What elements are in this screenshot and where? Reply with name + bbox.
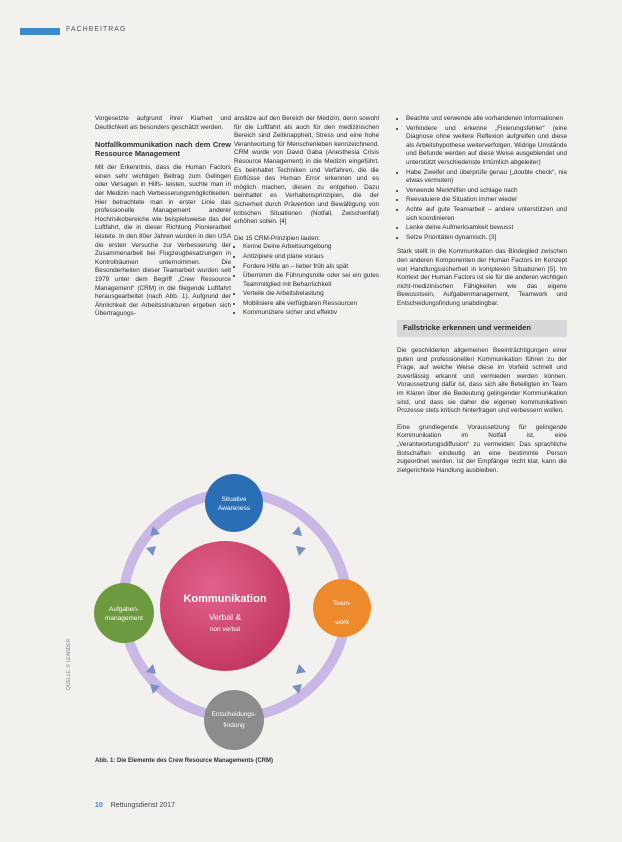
node-label: work	[335, 619, 349, 626]
list-item: • Verhindere und erkenne „Fixierungsfehler“ (eine Diagnose ohne weitere Reflexion aufgreifen und diese als Arbeitshypothese weiterverfolgen. Widrige Umstände und Befunde werden auf diese Weise ausgeblendet und unterstützt verschiedenste Irrtümlich abgeleiter)	[406, 125, 567, 168]
node-label: Aufgaben-	[109, 606, 139, 613]
list-item: • Lenke deine Aufmerksamkeit bewusst	[406, 224, 567, 233]
list-item: • Antizipiere und plane voraus	[243, 253, 379, 262]
paragraph: Vorgesetzte aufgrund ihrer Klarheit und Deutlichkeit als besonders geschätzt werden.	[95, 115, 231, 131]
list-item: • Verteile die Arbeitsbelastung	[243, 290, 379, 299]
node-entscheidungsfindung	[204, 690, 264, 750]
node-label: Situative	[221, 496, 247, 503]
subsection-heading: Fallstricke erkennen und vermeiden	[397, 320, 567, 337]
list-item: • Setze Prioritäten dynamisch. [3]	[406, 234, 567, 243]
node-teamwork	[313, 579, 371, 637]
list-item: • Reevaluiere die Situation immer wieder	[406, 196, 567, 205]
list-item: • Fordere Hilfe an – lieber früh als spät	[243, 263, 379, 272]
center-node	[160, 541, 290, 671]
page-footer	[95, 802, 175, 809]
list-intro: Die 15 CRM-Prinzipien lauten:	[234, 234, 320, 242]
paragraph: ansätze auf den Bereich der Medizin, denn sowohl für die Luftfahrt als auch für den medizinischen Bereich sind Zeitknappheit, Stress und eine hohe Verantwortung für Menschenleben kennzeichnend. CRM wurde von David Gaba (Anesthesia Crisis Resource Management) in die Medizin eingeführt. Es beinhaltet Techniken und Verfahren, die die Einflüsse des Human Error erkennen und es möglich machen, diesen zu entgehen. Dazu beinhaltet es Verhaltensprinzipien, die der Sicherheit durch Prävention und Bewältigung von kritischen Situationen (Notfall, Zwischenfall) erhöhen sollen. [4]	[234, 115, 379, 226]
list-item: • Kommuniziere sicher und effektiv	[243, 309, 379, 318]
list-item: • Kenne Deine Arbeitsumgebung	[243, 243, 379, 252]
arrow-icon	[292, 526, 306, 556]
node-label: Awareness	[217, 505, 251, 512]
figure-caption: Abb. 1: Die Elemente des Crew Resource Managements (CRM)	[95, 758, 274, 764]
paragraph: Stark stellt in die Kommunikation das Bindeglied zwischen den anderen Komponenten der Human Factors im Konzept von Handlungssicherheit in komplexen Situationen [5]. Im Kontext der Human Factors ist sie für die anderen wichtigen nicht-medizinischen Fähigkeiten wie das eigene Bewusstsein, Aufgabenmanagement, Teamwork und Entscheidungsfindung unabdingbar.	[397, 248, 567, 307]
image-credit: QUELLE: © LEANDER	[66, 638, 72, 690]
journal-name: Rettungsdienst 2017	[110, 802, 175, 809]
paragraph: Die geschilderten allgemeinen Beeinträchtigungen einer guten und professionellen Kommunikation führen zu der Frage, auf welche Weise diese im Vorfeld schnell und zuverlässig erkannt und vermieden werden können. Voraussetzung dafür ist, dass sich alle Beteiligten im Team im Klaren über die Bedeutung gelingender Kommunikation sind, und dass sie daher die eigenen kommunikativen Prozesse stets kritisch hinterfragen und verbessern wollen.	[397, 347, 567, 415]
paragraph: Mit der Erkenntnis, dass die Human Factors einen sehr wichtigen Beitrag zum Gelingen oder Versagen in Hilfs- leisten, suchte man in der Medizin nach Verbesserungsmöglichkeiten. Hier betrachtete man in erster Linie das professionelle Management anderer Hochrisikobereiche wie beispielsweise das der Luftfahrt, die in dieser Richtung Pionierarbeit leistete. In den 80er Jahren wurden in den USA die ersten Versuche zur Verbesserung der Zusammenarbeit bei Flugzeugbesatzungen in Kontrollräumen unternommen. Die Besonderheiten dieser Teamarbeit wurden seit 1979 unter dem Begriff „Crew Ressource Management“ (CRM) in die fliegende Luftfahrt herausgearbeitet (nach Abb. 1). Aufgrund der Ähnlichkeit der Arbeitsstrukturen ergeben sich Übertragungs-	[95, 164, 231, 318]
center-subtitle: non verbal	[209, 626, 241, 633]
node-aufgabenmanagement	[94, 583, 154, 643]
list-item: • Mobilisiere alle verfügbaren Ressourcen	[243, 300, 379, 309]
center-subtitle: Verbal &	[208, 612, 242, 622]
page-number: 10	[95, 802, 103, 809]
paragraph: Eine grundlegende Voraussetzung für gelingende Kommunikation im Notfall ist, eine „Verantwortungsdiffusion“ zu vermeiden: Das sprachliche Botschaften eindeutig an eine bestimmte Person zugeordnet werden. Ist der Empfänger nicht klar, kann die zielgerichtete Handlung ausbleiben.	[397, 423, 567, 474]
list-item: • Achte auf gute Teamarbeit – andere unterstützen und sich koordinieren	[406, 206, 567, 223]
node-label: findung	[223, 722, 245, 729]
node-label: management	[105, 615, 143, 622]
list-item: • Verwende Merkhilfen und schlage nach	[406, 187, 567, 196]
node-label: Team-	[332, 600, 352, 607]
center-title: Kommunikation	[183, 593, 267, 605]
list-item: • Beachte und verwende alle vorhandenen Informationen	[406, 115, 567, 124]
list-item: • Habe Zweifel und überprüfe genau („double check“, nie etwas vermuten)	[406, 169, 567, 186]
section-label: FACHBEITRAG	[66, 26, 127, 33]
list-item: • Übernimm die Führungsrolle oder sei ein gutes Teammitglied mit Beharrlichkeit	[243, 272, 379, 289]
node-situative-awareness	[205, 474, 263, 532]
section-heading: Notfallkommunikation nach dem Crew Ressource Management	[95, 140, 231, 159]
node-label: Entscheidungs-	[211, 711, 257, 718]
